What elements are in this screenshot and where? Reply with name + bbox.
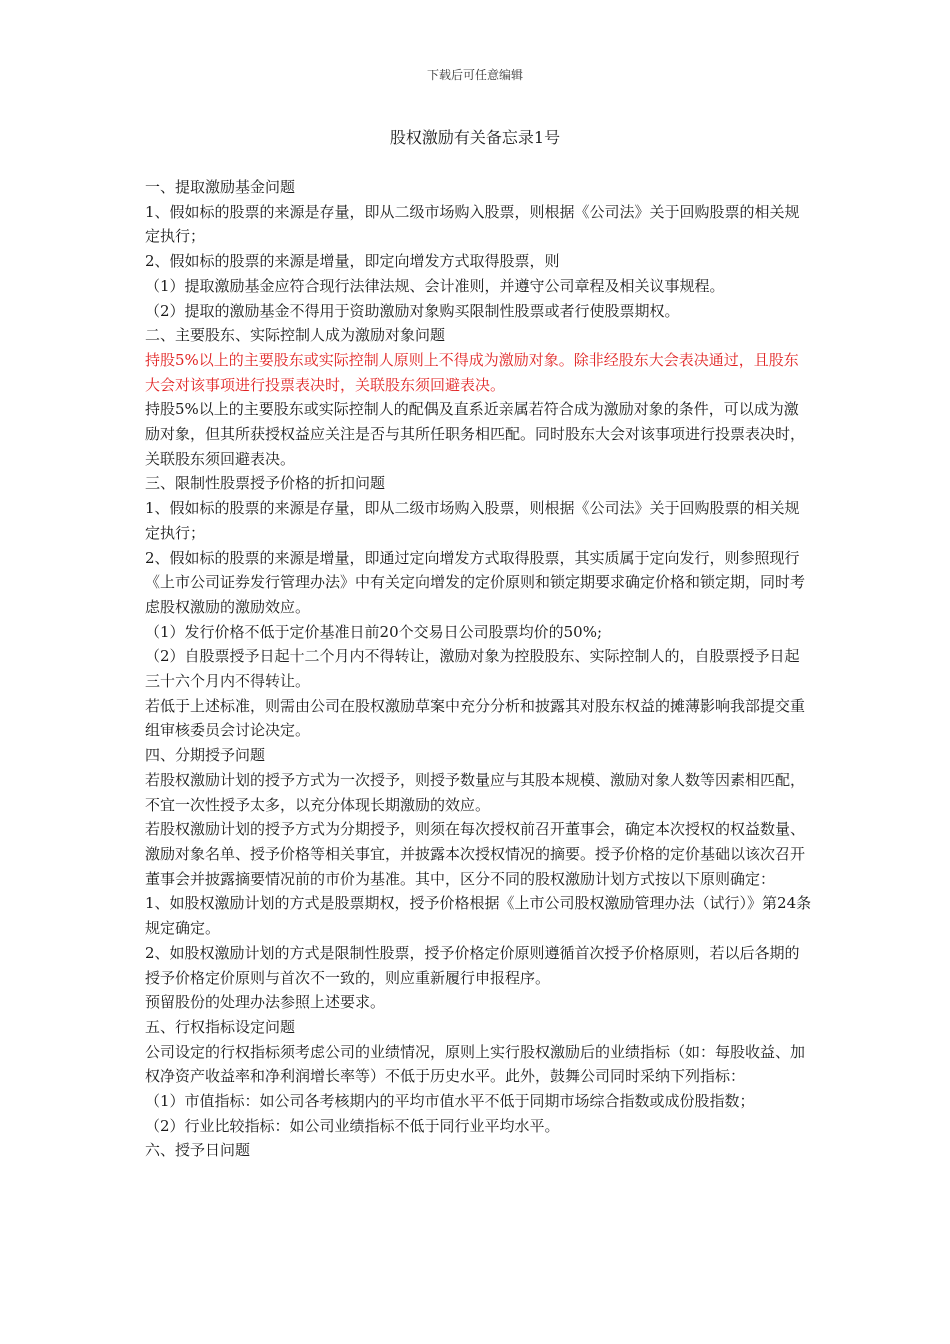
paragraph: 三、限制性股票授予价格的折扣问题 — [145, 474, 386, 493]
paragraph: （1）市值指标：如公司各考核期内的平均市值水平不低于同期市场综合指数或成份股指数； — [145, 1092, 755, 1111]
paragraph: 1、假如标的股票的来源是存量，即从二级市场购入股票，则根据《公司法》关于回购股票的相关规定执行； — [145, 202, 800, 246]
paragraph: 一、提取激励基金问题 — [145, 178, 296, 196]
paragraph: （2）自股票授予日起十二个月内不得转让，激励对象为控股股东、实际控制人的，自股票授予日起三十六个月内不得转让。 — [145, 647, 800, 691]
header-note: 下载后可任意编辑 — [426, 68, 523, 82]
paragraph: （2）行业比较指标：如公司业绩指标不低于同行业平均水平。 — [145, 1116, 560, 1135]
paragraph: 五、行权指标设定问题 — [145, 1017, 296, 1036]
paragraph: 2、如股权激励计划的方式是限制性股票，授予价格定价原则遵循首次授予价格原则，若以后各期的授予价格定价原则与首次不一致的，则应重新履行申报程序。 — [145, 943, 800, 987]
paragraph: 二、主要股东、实际控制人成为激励对象问题 — [145, 326, 446, 345]
document-body — [145, 175, 813, 1163]
paragraph: （1）发行价格不低于定价基准日前20个交易日公司股票均价的50%; — [145, 622, 603, 641]
paragraph: 2、假如标的股票的来源是增量，即通过定向增发方式取得股票，其实质属于定向发行，则参照现行《上市公司证券发行管理办法》中有关定向增发的定价原则和锁定期要求确定价格和锁定期，同时考虑股权激励的激励效应。 — [145, 548, 806, 616]
paragraph: 六、授予日问题 — [145, 1141, 251, 1160]
paragraph: 1、假如标的股票的来源是存量，即从二级市场购入股票，则根据《公司法》关于回购股票的相关规定执行； — [145, 499, 800, 542]
paragraph: 2、假如标的股票的来源是增量，即定向增发方式取得股票，则 — [145, 252, 560, 271]
paragraph: 若股权激励计划的授予方式为分期授予，则须在每次授权前召开董事会，确定本次授权的权益数量、激励对象名单、授予价格等相关事宜，并披露本次授权情况的摘要。授予价格的定价基础以该次召开董事会并披露摘要情况前的市价为基准。其中，区分不同的股权激励计划方式按以下原则确定： — [145, 820, 806, 888]
paragraph: （2）提取的激励基金不得用于资助激励对象购买限制性股票或者行使股票期权。 — [145, 301, 680, 320]
paragraph: 1、如股权激励计划的方式是股票期权，授予价格根据《上市公司股权激励管理办法（试行）》第24条规定确定。 — [145, 894, 812, 938]
paragraph: 四、分期授予问题 — [145, 746, 266, 765]
paragraph: 公司设定的行权指标须考虑公司的业绩情况，原则上实行股权激励后的业绩指标（如：每股收益、加权净资产收益率和净利润增长率等）不低于历史水平。此外，鼓舞公司同时采纳下列指标： — [145, 1042, 806, 1086]
paragraph: 持股5%以上的主要股东或实际控制人原则上不得成为激励对象。除非经股东大会表决通过，且股东大会对该事项进行投票表决时，关联股东须回避表决。 — [145, 350, 799, 394]
paragraph: 若股权激励计划的授予方式为一次授予，则授予数量应与其股本规模、激励对象人数等因素相匹配，不宜一次性授予太多，以充分体现长期激励的效应。 — [145, 770, 806, 814]
paragraph: 持股5%以上的主要股东或实际控制人的配偶及直系近亲属若符合成为激励对象的条件，可以成为激励对象，但其所获授权益应关注是否与其所任职务相匹配。同时股东大会对该事项进行投票表决时，关联股东须回避表决。 — [145, 400, 806, 468]
paragraph: （1）提取激励基金应符合现行法律法规、会计准则，并遵守公司章程及相关议事规程。 — [145, 276, 725, 295]
document-title: 股权激励有关备忘录1号 — [389, 128, 561, 147]
paragraph: 若低于上述标准，则需由公司在股权激励草案中充分分析和披露其对股东权益的摊薄影响我部提交重组审核委员会讨论决定。 — [145, 696, 806, 740]
paragraph: 预留股份的处理办法参照上述要求。 — [145, 993, 386, 1012]
